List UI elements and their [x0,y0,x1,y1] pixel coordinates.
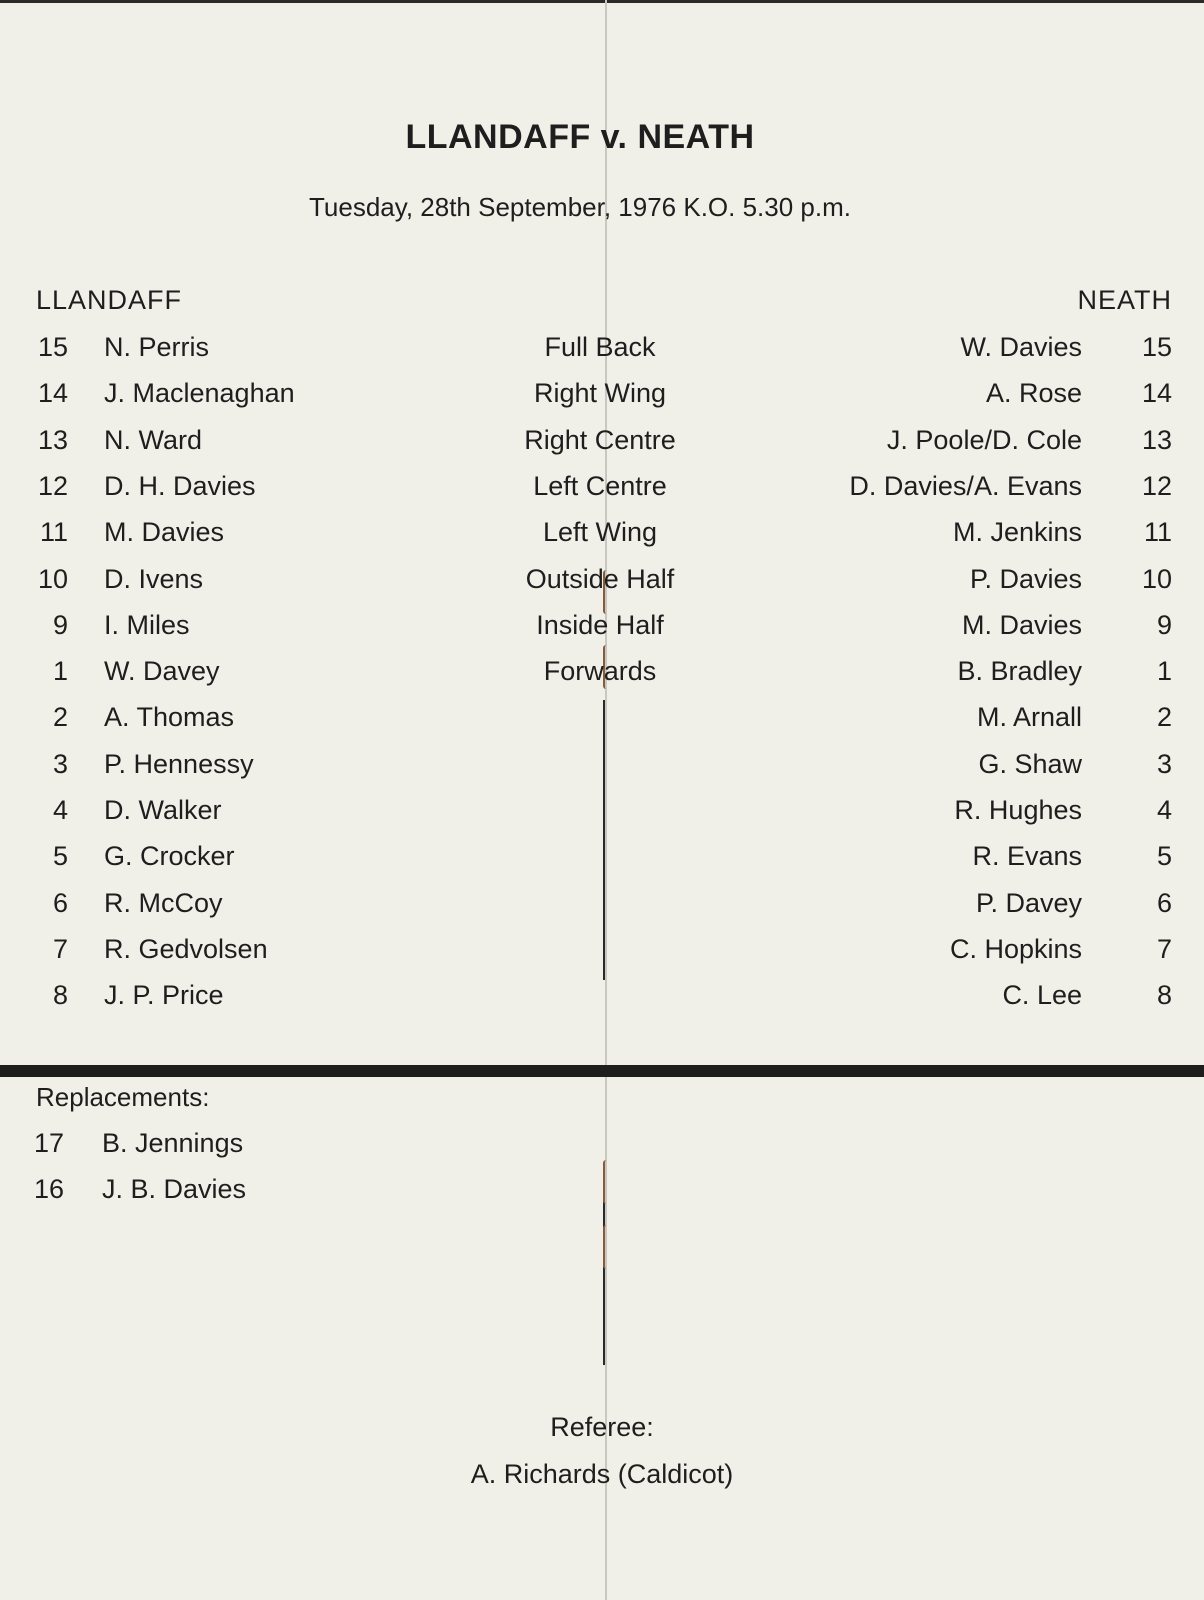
away-player-name: M. Jenkins [952,517,1082,548]
lineup-row [0,795,1204,841]
away-player-name: C. Lee [1002,980,1082,1011]
lineup-row [0,934,1204,980]
away-player-number: 1 [1156,656,1172,687]
replacement-row [0,1174,600,1220]
away-player-number: 6 [1156,887,1172,918]
home-player-number: 15 [37,332,68,362]
away-player-name: B. Bradley [957,656,1082,687]
lineup-row [0,841,1204,887]
position-label: Forwards [543,656,657,687]
away-player-name: G. Shaw [978,748,1082,779]
home-player-name: A. Thomas [104,702,235,733]
away-player-name: D. Davies/A. Evans [849,470,1082,501]
home-player-name: R. McCoy [104,887,223,918]
away-team-heading: NEATH [1077,285,1172,315]
replacement-number: 17 [34,1128,65,1158]
away-player-number: 13 [1141,424,1172,455]
home-player-name: D. H. Davies [104,470,256,501]
home-player-name: D. Ivens [104,563,204,594]
away-player-name: C. Hopkins [949,933,1082,964]
position-label: Right Centre [524,424,676,455]
home-team-heading: LLANDAFF [36,285,183,315]
home-player-name: P. Hennessy [104,748,254,779]
home-player-number: 2 [52,702,68,733]
home-player-number: 5 [52,841,68,872]
position-label: Left Centre [533,470,667,501]
away-player-name: M. Davies [961,609,1082,640]
away-player-name: P. Davey [975,887,1082,918]
away-player-name: J. Poole/D. Cole [886,424,1082,455]
away-player-number: 2 [1156,702,1172,733]
home-player-name: I. Miles [104,609,190,640]
home-player-number: 13 [37,424,68,455]
away-player-number: 5 [1156,841,1172,872]
home-player-number: 7 [52,933,68,964]
replacement-name: B. Jennings [102,1128,244,1158]
referee-name: A. Richards (Caldicot) [470,1459,734,1489]
away-player-name: R. Evans [972,841,1082,872]
lineup-row [0,749,1204,795]
home-player-number: 12 [37,470,68,501]
lineup-row [0,980,1204,1026]
lineup-row [0,471,1204,517]
position-label: Left Wing [542,517,658,548]
home-player-name: J. P. Price [104,980,224,1011]
away-player-name: W. Davies [960,332,1082,362]
lineup-row [0,332,1204,378]
home-player-number: 10 [37,563,68,594]
lineup-row [0,564,1204,610]
away-player-name: M. Arnall [976,702,1082,733]
home-player-name: D. Walker [104,795,222,825]
away-player-name: P. Davies [969,563,1082,594]
away-player-number: 14 [1141,378,1172,409]
position-label: Full Back [544,332,656,362]
page-top-edge [0,0,1204,3]
home-player-number: 3 [52,748,68,779]
away-player-number: 9 [1156,609,1172,640]
lineup-row [0,610,1204,656]
lineup-row [0,425,1204,471]
position-label: Outside Half [525,563,675,594]
position-label: Right Wing [533,378,667,409]
replacement-row [0,1128,600,1174]
section-divider [0,1065,1204,1077]
home-player-name: J. Maclenaghan [104,378,295,409]
home-player-name: M. Davies [104,517,225,548]
lineup-row [0,656,1204,702]
home-player-number: 9 [52,609,68,640]
home-player-name: N. Perris [104,332,210,362]
home-player-number: 14 [37,378,68,409]
away-player-number: 3 [1156,748,1172,779]
away-player-number: 7 [1156,933,1172,964]
replacements-heading: Replacements: [36,1082,210,1112]
referee-label: Referee: [550,1412,654,1442]
home-player-number: 8 [52,980,68,1011]
home-player-number: 6 [52,887,68,918]
position-label: Inside Half [536,609,664,640]
home-player-name: G. Crocker [104,841,235,872]
home-player-name: R. Gedvolsen [104,933,268,964]
lineup-row [0,517,1204,563]
away-player-number: 10 [1141,563,1172,594]
replacement-name: J. B. Davies [102,1174,247,1204]
home-player-number: 4 [52,795,68,825]
match-date: Tuesday, 28th September, 1976 K.O. 5.30 p.m. [309,192,851,222]
lineup-row [0,378,1204,424]
home-player-number: 11 [39,517,68,548]
home-player-number: 1 [52,656,68,687]
away-player-number: 11 [1143,517,1172,548]
away-player-name: A. Rose [985,378,1082,409]
lineup-row [0,702,1204,748]
home-player-name: W. Davey [104,656,220,687]
away-player-number: 8 [1156,980,1172,1011]
staple-mark [603,1160,610,1204]
match-title: LLANDAFF v. NEATH [405,118,755,156]
lineup-row [0,888,1204,934]
replacement-number: 16 [34,1174,65,1204]
staple-mark [603,1225,610,1269]
away-player-number: 4 [1156,795,1172,825]
away-player-number: 15 [1141,332,1172,362]
away-player-name: R. Hughes [954,795,1082,825]
home-player-name: N. Ward [104,424,203,455]
away-player-number: 12 [1141,470,1172,501]
